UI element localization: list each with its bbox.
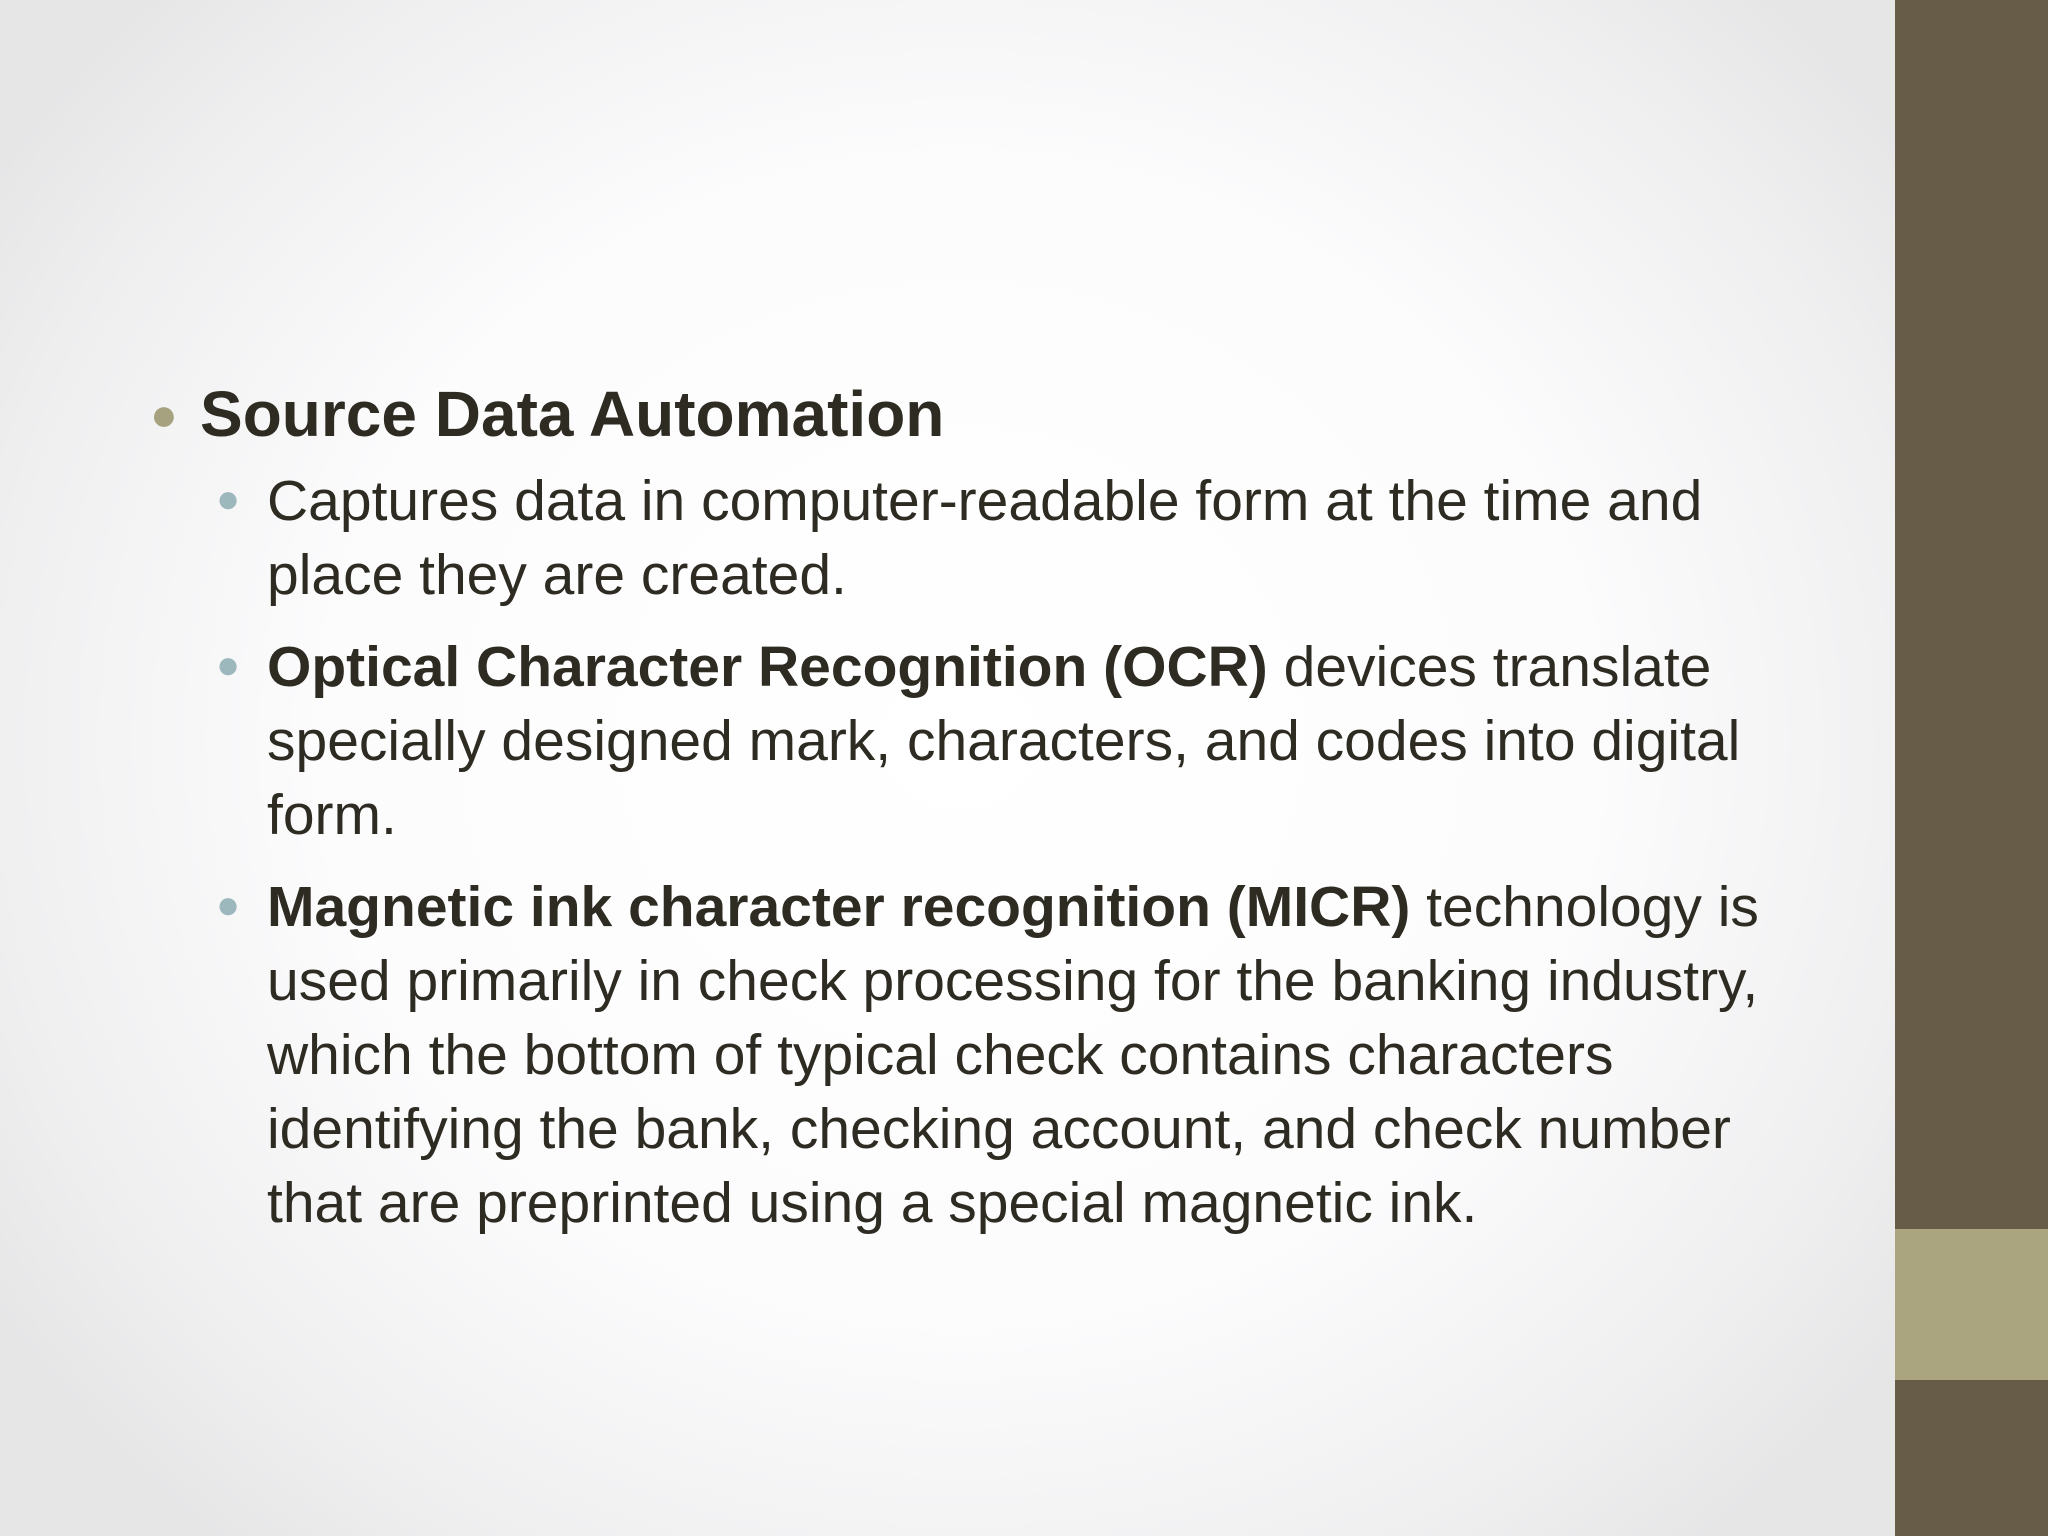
heading-bullet-item: [148, 370, 1788, 458]
sub-bullet-bold-term: Magnetic ink character recognition (MICR): [267, 875, 1411, 939]
sub-bullet-item: [148, 630, 1788, 852]
side-accent-block: [1895, 1229, 2048, 1380]
sub-bullet-item: [148, 870, 1788, 1240]
sub-bullet-text: Captures data in computer-readable form at the time and place they are created.: [267, 469, 1703, 607]
sub-bullet-bold-term: Optical Character Recognition (OCR): [267, 635, 1268, 699]
sub-bullet-item: [148, 464, 1788, 612]
heading-text: Source Data Automation: [200, 378, 945, 450]
slide-content: [148, 370, 1788, 1258]
bullet-dot-icon: ●: [216, 477, 241, 521]
sub-bullet-text: devices translate specially designed mark, characters, and codes into digital form.: [267, 635, 1741, 847]
sub-bullet-text: technology is used primarily in check processing for the banking industry, which the bottom of typical check contains characters identifying the bank, checking account, and check number that are preprinted using a special magnetic ink.: [267, 875, 1759, 1235]
bullet-dot-icon: ●: [150, 388, 178, 440]
bullet-dot-icon: ●: [216, 643, 241, 687]
bullet-dot-icon: ●: [216, 883, 241, 927]
